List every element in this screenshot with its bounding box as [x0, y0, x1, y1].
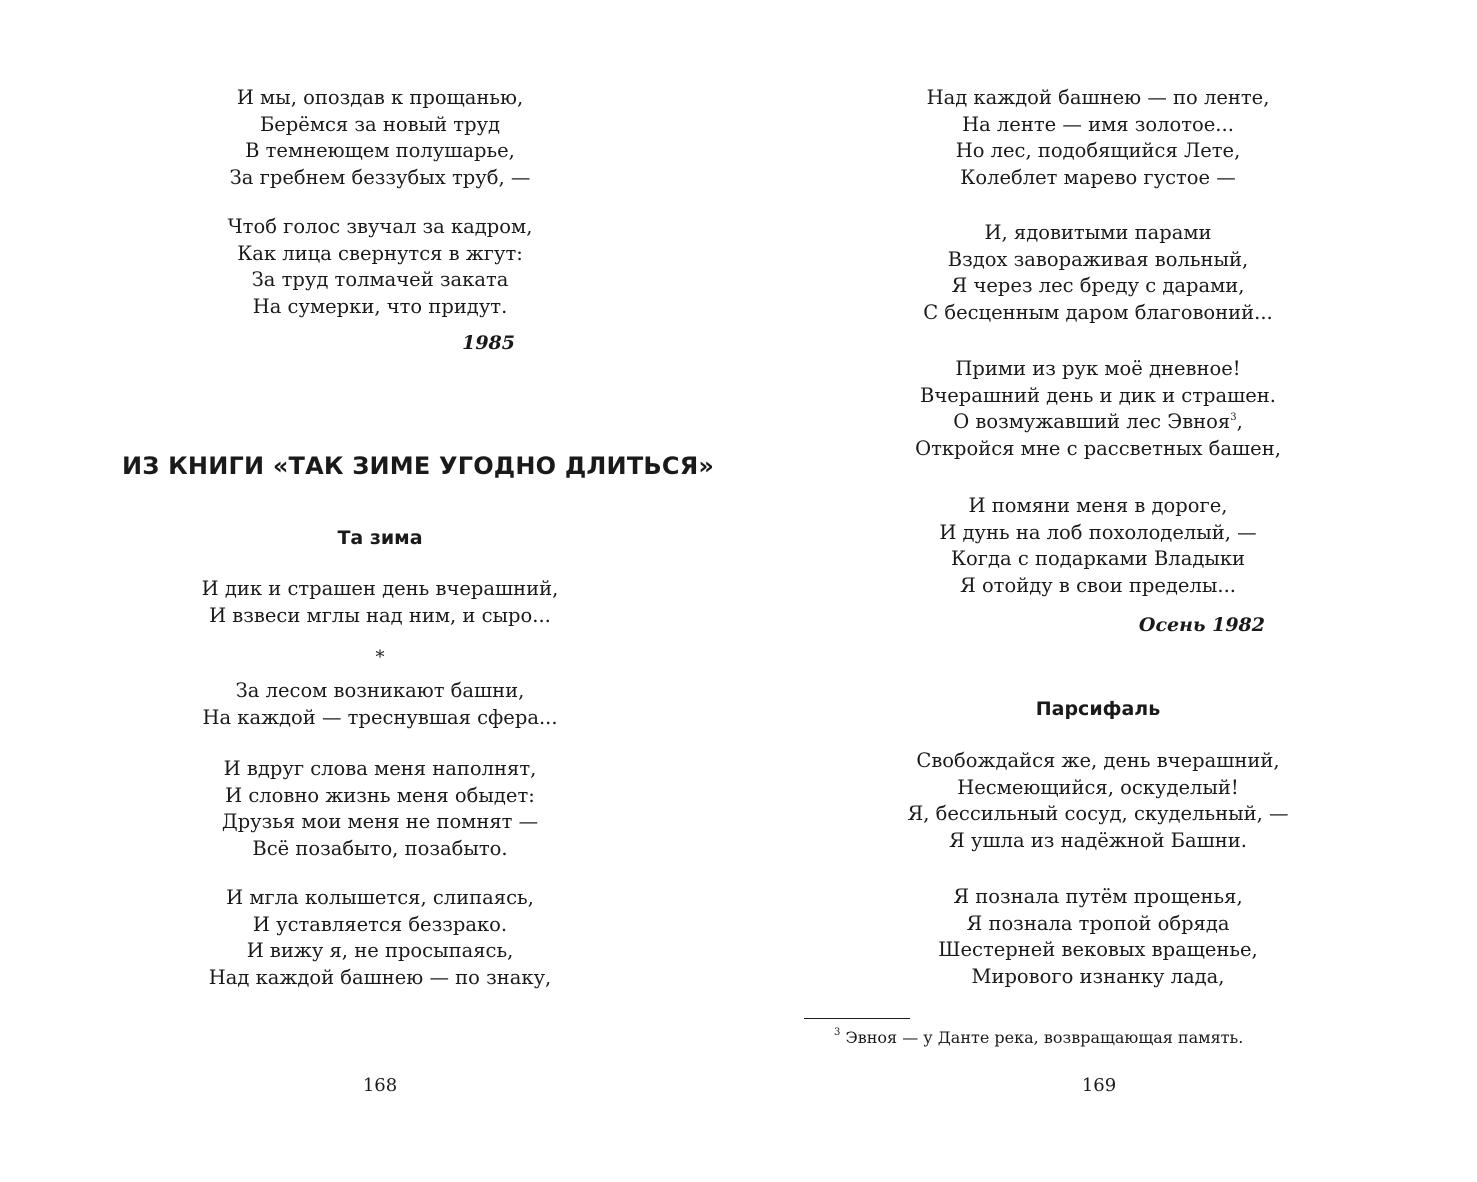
page-number: 168 — [362, 1075, 398, 1096]
stanza — [180, 85, 580, 191]
verse-line: С бесценным даром благовоний... — [923, 300, 1273, 324]
verse-line: За лесом возникают башни, — [235, 679, 525, 702]
footnote-text: Эвноя — у Данте река, возвращающая память. — [845, 1028, 1244, 1047]
stanza — [180, 756, 580, 862]
stanza — [898, 356, 1298, 462]
verse-line: Когда с подарками Владыки — [950, 547, 1246, 570]
verse-line: Вздох завораживая вольный, — [947, 247, 1249, 271]
footnote-marker: 3 — [834, 1027, 841, 1038]
stanza — [898, 85, 1298, 191]
verse-line — [898, 409, 1298, 436]
verse-line: И мгла колышется, слипаясь, — [226, 886, 534, 909]
verse-line: И помяни меня в дороге, — [968, 494, 1228, 517]
left-page — [0, 0, 738, 1182]
stanza — [180, 214, 580, 320]
verse-line: Но лес, подобящийся Лете, — [955, 139, 1241, 162]
stanza — [898, 220, 1298, 326]
footnote-reference[interactable]: 3 — [1230, 412, 1237, 423]
verse-line: Я через лес бреду с дарами, — [951, 274, 1245, 297]
verse-line: На сумерки, что придут. — [252, 294, 508, 318]
verse-line: Берёмся за новый труд — [259, 112, 501, 136]
page-number: 169 — [1081, 1075, 1117, 1096]
verse-line: И вдруг слова меня наполнят, — [223, 757, 537, 780]
verse-line: Над каждой башнею — по знаку, — [208, 965, 552, 989]
stanza — [180, 678, 580, 731]
verse-line: Вчерашний день и дик и страшен. — [919, 383, 1276, 407]
footnote-separator — [804, 1018, 910, 1019]
verse-line: Откройся мне с рассветных башен, — [915, 436, 1281, 460]
poem-date: 1985 — [462, 332, 515, 354]
verse-line: На каждой — треснувшая сфера... — [202, 705, 558, 729]
verse-line: И словно жизнь меня обыдет: — [225, 783, 535, 807]
verse-line: Свобождайся же, день вчерашний, — [916, 749, 1280, 772]
verse-line: Я, бессильный сосуд, скудельный, — — [907, 802, 1289, 825]
verse-line: Колеблет марево густое — — [960, 165, 1236, 189]
verse-line: Как лица свернутся в жгут: — [237, 241, 523, 265]
verse-line: Прими из рук моё дневное! — [955, 357, 1241, 380]
verse-line: Чтоб голос звучал за кадром, — [227, 215, 533, 238]
verse-line: И дунь на лоб похолоделый, — — [939, 520, 1257, 544]
verse-line: Шестерней вековых вращенье, — [938, 938, 1258, 961]
poem-title: Та зима — [337, 527, 423, 549]
section-title: ИЗ КНИГИ «ТАК ЗИМЕ УГОДНО ДЛИТЬСЯ» — [122, 452, 715, 480]
verse-punctuation: , — [1236, 410, 1243, 433]
verse-line: Всё позабыто, позабыто. — [252, 836, 508, 860]
verse-line: И, ядовитыми парами — [984, 221, 1212, 244]
verse-line: В темнеющем полушарье, — [245, 139, 515, 162]
verse-line: И дик и страшен день вчерашний, — [201, 577, 559, 600]
verse-line: Мирового изнанку лада, — [971, 964, 1225, 988]
verse-line: На ленте — имя золотое... — [962, 112, 1234, 136]
stanza — [898, 884, 1298, 990]
verse-line: За труд толмачей заката — [251, 268, 509, 291]
footnote — [834, 1028, 1243, 1047]
verse-line: И вижу я, не просыпаясь, — [246, 939, 514, 962]
stanza — [180, 885, 580, 991]
poem-title: Парсифаль — [1035, 698, 1161, 720]
verse-line: Я ушла из надёжной Башни. — [949, 828, 1247, 852]
verse-line: Над каждой башнею — по ленте, — [926, 86, 1270, 109]
poem-date: Осень 1982 — [1138, 614, 1265, 636]
epigraph — [180, 576, 580, 629]
verse-text: О возмужавший лес Эвноя — [953, 410, 1231, 433]
stanza — [898, 748, 1298, 854]
verse-line: Друзья мои меня не помнят — — [221, 810, 539, 833]
verse-line: Я познала тропой обряда — [966, 911, 1230, 935]
verse-line: И мы, опоздав к прощанью, — [236, 86, 524, 109]
verse-line: За гребнем беззубых труб, — — [229, 165, 531, 189]
asterisk-divider: * — [375, 647, 385, 668]
stanza — [898, 493, 1298, 599]
verse-line: И уставляется беззрако. — [252, 912, 508, 936]
verse-line: Несмеющийся, оскуделый! — [957, 775, 1239, 799]
right-page — [738, 0, 1477, 1182]
verse-line: Я отойду в свои пределы... — [960, 573, 1236, 597]
verse-line: И взвеси мглы над ним, и сыро... — [209, 603, 551, 627]
verse-line: Я познала путём прощенья, — [953, 885, 1243, 908]
